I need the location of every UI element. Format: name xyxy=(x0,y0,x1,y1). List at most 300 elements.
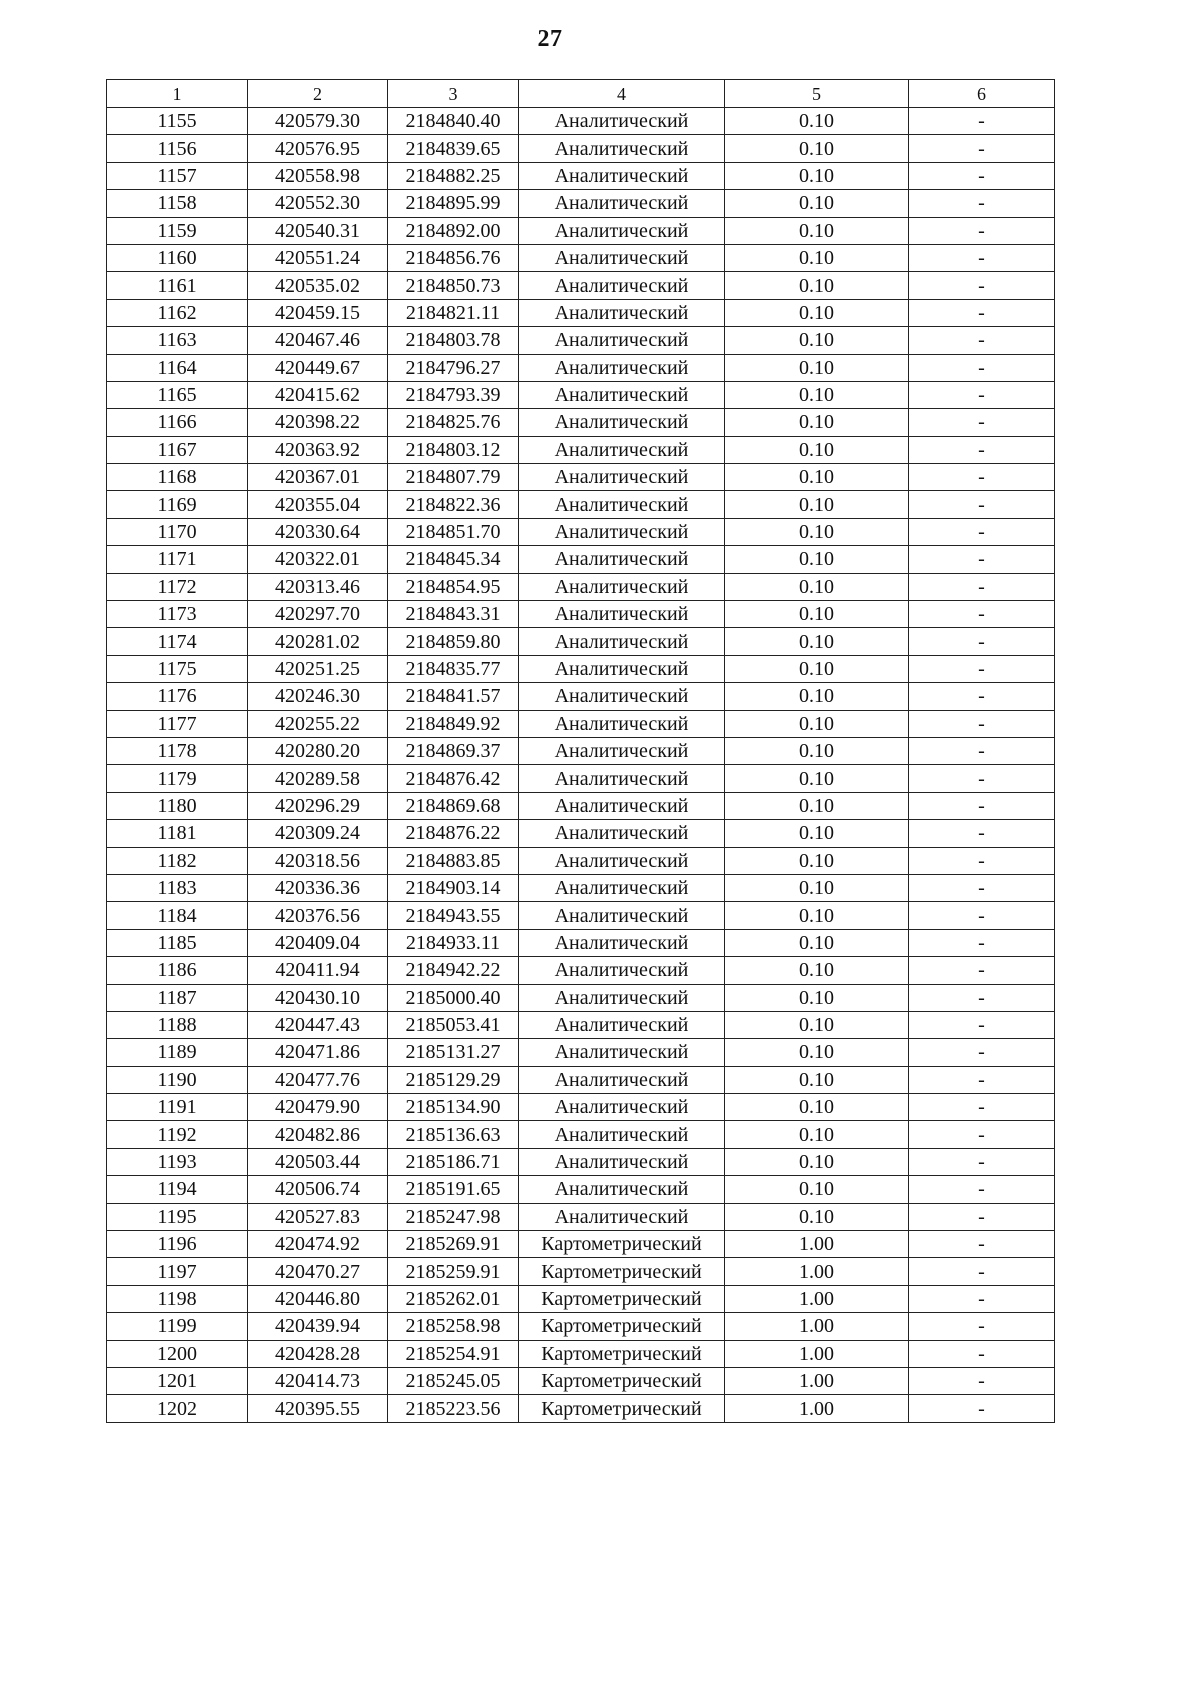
note-cell: - xyxy=(909,272,1055,299)
x-coordinate-cell: 420428.28 xyxy=(248,1340,388,1367)
point-number-cell: 1172 xyxy=(107,573,248,600)
note-cell: - xyxy=(909,1176,1055,1203)
x-coordinate-cell: 420330.64 xyxy=(248,518,388,545)
method-cell: Картометрический xyxy=(519,1395,725,1422)
point-number-cell: 1194 xyxy=(107,1176,248,1203)
x-coordinate-cell: 420439.94 xyxy=(248,1313,388,1340)
y-coordinate-cell: 2184849.92 xyxy=(388,710,519,737)
x-coordinate-cell: 420409.04 xyxy=(248,929,388,956)
accuracy-cell: 0.10 xyxy=(725,491,909,518)
point-number-cell: 1195 xyxy=(107,1203,248,1230)
method-cell: Аналитический xyxy=(519,655,725,682)
table-row xyxy=(107,792,1055,819)
accuracy-cell: 0.10 xyxy=(725,409,909,436)
y-coordinate-cell: 2184876.22 xyxy=(388,820,519,847)
note-cell: - xyxy=(909,108,1055,135)
point-number-cell: 1191 xyxy=(107,1094,248,1121)
method-cell: Аналитический xyxy=(519,929,725,956)
x-coordinate-cell: 420411.94 xyxy=(248,957,388,984)
note-cell: - xyxy=(909,1285,1055,1312)
table-row xyxy=(107,683,1055,710)
note-cell: - xyxy=(909,1203,1055,1230)
point-number-cell: 1165 xyxy=(107,381,248,408)
page-number: 27 xyxy=(537,26,563,52)
method-cell: Аналитический xyxy=(519,902,725,929)
table-row xyxy=(107,1367,1055,1394)
accuracy-cell: 0.10 xyxy=(725,217,909,244)
method-cell: Аналитический xyxy=(519,244,725,271)
accuracy-cell: 0.10 xyxy=(725,1148,909,1175)
table-row xyxy=(107,737,1055,764)
accuracy-cell: 0.10 xyxy=(725,518,909,545)
accuracy-cell: 0.10 xyxy=(725,765,909,792)
table-row xyxy=(107,272,1055,299)
point-number-cell: 1187 xyxy=(107,984,248,1011)
note-cell: - xyxy=(909,902,1055,929)
note-cell: - xyxy=(909,710,1055,737)
table-row xyxy=(107,1395,1055,1422)
method-cell: Аналитический xyxy=(519,1121,725,1148)
note-cell: - xyxy=(909,409,1055,436)
method-cell: Аналитический xyxy=(519,1066,725,1093)
method-cell: Аналитический xyxy=(519,108,725,135)
accuracy-cell: 0.10 xyxy=(725,1039,909,1066)
column-header-5: 5 xyxy=(725,80,909,108)
method-cell: Аналитический xyxy=(519,984,725,1011)
y-coordinate-cell: 2185247.98 xyxy=(388,1203,519,1230)
note-cell: - xyxy=(909,957,1055,984)
method-cell: Аналитический xyxy=(519,628,725,655)
method-cell: Аналитический xyxy=(519,1148,725,1175)
point-number-cell: 1157 xyxy=(107,162,248,189)
y-coordinate-cell: 2184843.31 xyxy=(388,601,519,628)
table-row xyxy=(107,1285,1055,1312)
y-coordinate-cell: 2185186.71 xyxy=(388,1148,519,1175)
note-cell: - xyxy=(909,737,1055,764)
y-coordinate-cell: 2185258.98 xyxy=(388,1313,519,1340)
y-coordinate-cell: 2184793.39 xyxy=(388,381,519,408)
point-number-cell: 1174 xyxy=(107,628,248,655)
method-cell: Аналитический xyxy=(519,381,725,408)
y-coordinate-cell: 2184841.57 xyxy=(388,683,519,710)
x-coordinate-cell: 420579.30 xyxy=(248,108,388,135)
accuracy-cell: 0.10 xyxy=(725,820,909,847)
table-row xyxy=(107,573,1055,600)
y-coordinate-cell: 2184821.11 xyxy=(388,299,519,326)
x-coordinate-cell: 420506.74 xyxy=(248,1176,388,1203)
accuracy-cell: 0.10 xyxy=(725,299,909,326)
point-number-cell: 1193 xyxy=(107,1148,248,1175)
method-cell: Картометрический xyxy=(519,1313,725,1340)
point-number-cell: 1185 xyxy=(107,929,248,956)
note-cell: - xyxy=(909,820,1055,847)
accuracy-cell: 1.00 xyxy=(725,1285,909,1312)
method-cell: Аналитический xyxy=(519,546,725,573)
accuracy-cell: 0.10 xyxy=(725,162,909,189)
accuracy-cell: 0.10 xyxy=(725,1094,909,1121)
x-coordinate-cell: 420474.92 xyxy=(248,1231,388,1258)
accuracy-cell: 0.10 xyxy=(725,381,909,408)
note-cell: - xyxy=(909,601,1055,628)
point-number-cell: 1196 xyxy=(107,1231,248,1258)
accuracy-cell: 1.00 xyxy=(725,1258,909,1285)
y-coordinate-cell: 2184942.22 xyxy=(388,957,519,984)
x-coordinate-cell: 420471.86 xyxy=(248,1039,388,1066)
point-number-cell: 1171 xyxy=(107,546,248,573)
table-row xyxy=(107,381,1055,408)
column-header-4: 4 xyxy=(519,80,725,108)
note-cell: - xyxy=(909,381,1055,408)
point-number-cell: 1170 xyxy=(107,518,248,545)
table-row xyxy=(107,1066,1055,1093)
method-cell: Аналитический xyxy=(519,874,725,901)
point-number-cell: 1173 xyxy=(107,601,248,628)
x-coordinate-cell: 420527.83 xyxy=(248,1203,388,1230)
y-coordinate-cell: 2185129.29 xyxy=(388,1066,519,1093)
method-cell: Аналитический xyxy=(519,491,725,518)
accuracy-cell: 0.10 xyxy=(725,683,909,710)
accuracy-cell: 0.10 xyxy=(725,272,909,299)
note-cell: - xyxy=(909,217,1055,244)
note-cell: - xyxy=(909,573,1055,600)
note-cell: - xyxy=(909,683,1055,710)
y-coordinate-cell: 2184882.25 xyxy=(388,162,519,189)
note-cell: - xyxy=(909,1258,1055,1285)
method-cell: Аналитический xyxy=(519,1176,725,1203)
table-row xyxy=(107,710,1055,737)
x-coordinate-cell: 420313.46 xyxy=(248,573,388,600)
method-cell: Аналитический xyxy=(519,957,725,984)
method-cell: Аналитический xyxy=(519,190,725,217)
method-cell: Аналитический xyxy=(519,217,725,244)
table-row xyxy=(107,1313,1055,1340)
note-cell: - xyxy=(909,1148,1055,1175)
y-coordinate-cell: 2184822.36 xyxy=(388,491,519,518)
x-coordinate-cell: 420415.62 xyxy=(248,381,388,408)
x-coordinate-cell: 420336.36 xyxy=(248,874,388,901)
table-row xyxy=(107,546,1055,573)
point-number-cell: 1202 xyxy=(107,1395,248,1422)
table-row xyxy=(107,984,1055,1011)
point-number-cell: 1178 xyxy=(107,737,248,764)
note-cell: - xyxy=(909,327,1055,354)
table-row xyxy=(107,1203,1055,1230)
point-number-cell: 1169 xyxy=(107,491,248,518)
note-cell: - xyxy=(909,464,1055,491)
x-coordinate-cell: 420430.10 xyxy=(248,984,388,1011)
table-row xyxy=(107,847,1055,874)
point-number-cell: 1189 xyxy=(107,1039,248,1066)
point-number-cell: 1186 xyxy=(107,957,248,984)
method-cell: Аналитический xyxy=(519,464,725,491)
x-coordinate-cell: 420367.01 xyxy=(248,464,388,491)
accuracy-cell: 0.10 xyxy=(725,1203,909,1230)
method-cell: Аналитический xyxy=(519,299,725,326)
accuracy-cell: 1.00 xyxy=(725,1340,909,1367)
note-cell: - xyxy=(909,874,1055,901)
method-cell: Аналитический xyxy=(519,436,725,463)
y-coordinate-cell: 2184796.27 xyxy=(388,354,519,381)
x-coordinate-cell: 420363.92 xyxy=(248,436,388,463)
x-coordinate-cell: 420322.01 xyxy=(248,546,388,573)
table-row xyxy=(107,190,1055,217)
accuracy-cell: 1.00 xyxy=(725,1231,909,1258)
y-coordinate-cell: 2184835.77 xyxy=(388,655,519,682)
method-cell: Аналитический xyxy=(519,765,725,792)
table-row xyxy=(107,765,1055,792)
x-coordinate-cell: 420395.55 xyxy=(248,1395,388,1422)
point-number-cell: 1181 xyxy=(107,820,248,847)
table-row xyxy=(107,244,1055,271)
note-cell: - xyxy=(909,1039,1055,1066)
x-coordinate-cell: 420467.46 xyxy=(248,327,388,354)
x-coordinate-cell: 420477.76 xyxy=(248,1066,388,1093)
note-cell: - xyxy=(909,628,1055,655)
accuracy-cell: 0.10 xyxy=(725,655,909,682)
table-row xyxy=(107,299,1055,326)
note-cell: - xyxy=(909,354,1055,381)
point-number-cell: 1198 xyxy=(107,1285,248,1312)
point-number-cell: 1179 xyxy=(107,765,248,792)
method-cell: Картометрический xyxy=(519,1340,725,1367)
x-coordinate-cell: 420255.22 xyxy=(248,710,388,737)
y-coordinate-cell: 2184856.76 xyxy=(388,244,519,271)
table-row xyxy=(107,655,1055,682)
x-coordinate-cell: 420246.30 xyxy=(248,683,388,710)
table-row xyxy=(107,1148,1055,1175)
method-cell: Картометрический xyxy=(519,1367,725,1394)
point-number-cell: 1160 xyxy=(107,244,248,271)
x-coordinate-cell: 420281.02 xyxy=(248,628,388,655)
method-cell: Аналитический xyxy=(519,710,725,737)
point-number-cell: 1176 xyxy=(107,683,248,710)
note-cell: - xyxy=(909,1340,1055,1367)
table-row xyxy=(107,491,1055,518)
table-row xyxy=(107,327,1055,354)
x-coordinate-cell: 420289.58 xyxy=(248,765,388,792)
y-coordinate-cell: 2185053.41 xyxy=(388,1011,519,1038)
accuracy-cell: 0.10 xyxy=(725,601,909,628)
method-cell: Аналитический xyxy=(519,327,725,354)
point-number-cell: 1180 xyxy=(107,792,248,819)
point-number-cell: 1162 xyxy=(107,299,248,326)
note-cell: - xyxy=(909,546,1055,573)
coordinates-table xyxy=(106,79,1055,1423)
x-coordinate-cell: 420479.90 xyxy=(248,1094,388,1121)
accuracy-cell: 1.00 xyxy=(725,1395,909,1422)
note-cell: - xyxy=(909,1094,1055,1121)
accuracy-cell: 0.10 xyxy=(725,135,909,162)
y-coordinate-cell: 2184803.78 xyxy=(388,327,519,354)
point-number-cell: 1164 xyxy=(107,354,248,381)
point-number-cell: 1200 xyxy=(107,1340,248,1367)
table-row xyxy=(107,1176,1055,1203)
accuracy-cell: 1.00 xyxy=(725,1313,909,1340)
y-coordinate-cell: 2185131.27 xyxy=(388,1039,519,1066)
table-row xyxy=(107,108,1055,135)
x-coordinate-cell: 420309.24 xyxy=(248,820,388,847)
table-row xyxy=(107,518,1055,545)
table-row xyxy=(107,409,1055,436)
x-coordinate-cell: 420376.56 xyxy=(248,902,388,929)
note-cell: - xyxy=(909,984,1055,1011)
method-cell: Картометрический xyxy=(519,1285,725,1312)
y-coordinate-cell: 2184840.40 xyxy=(388,108,519,135)
y-coordinate-cell: 2184807.79 xyxy=(388,464,519,491)
y-coordinate-cell: 2184850.73 xyxy=(388,272,519,299)
note-cell: - xyxy=(909,655,1055,682)
accuracy-cell: 0.10 xyxy=(725,847,909,874)
method-cell: Картометрический xyxy=(519,1258,725,1285)
table-row xyxy=(107,354,1055,381)
x-coordinate-cell: 420414.73 xyxy=(248,1367,388,1394)
accuracy-cell: 0.10 xyxy=(725,464,909,491)
table-row xyxy=(107,1231,1055,1258)
table-row xyxy=(107,874,1055,901)
column-header-3: 3 xyxy=(388,80,519,108)
table-row xyxy=(107,902,1055,929)
x-coordinate-cell: 420297.70 xyxy=(248,601,388,628)
method-cell: Аналитический xyxy=(519,820,725,847)
y-coordinate-cell: 2184933.11 xyxy=(388,929,519,956)
x-coordinate-cell: 420459.15 xyxy=(248,299,388,326)
point-number-cell: 1199 xyxy=(107,1313,248,1340)
note-cell: - xyxy=(909,847,1055,874)
note-cell: - xyxy=(909,1121,1055,1148)
y-coordinate-cell: 2184903.14 xyxy=(388,874,519,901)
point-number-cell: 1167 xyxy=(107,436,248,463)
x-coordinate-cell: 420503.44 xyxy=(248,1148,388,1175)
method-cell: Аналитический xyxy=(519,573,725,600)
table-row xyxy=(107,957,1055,984)
accuracy-cell: 0.10 xyxy=(725,929,909,956)
table-row xyxy=(107,628,1055,655)
y-coordinate-cell: 2184825.76 xyxy=(388,409,519,436)
table-header-row xyxy=(107,80,1055,108)
method-cell: Аналитический xyxy=(519,847,725,874)
table-row xyxy=(107,1011,1055,1038)
note-cell: - xyxy=(909,244,1055,271)
accuracy-cell: 0.10 xyxy=(725,874,909,901)
accuracy-cell: 0.10 xyxy=(725,710,909,737)
table-row xyxy=(107,1258,1055,1285)
note-cell: - xyxy=(909,1313,1055,1340)
x-coordinate-cell: 420540.31 xyxy=(248,217,388,244)
accuracy-cell: 0.10 xyxy=(725,628,909,655)
accuracy-cell: 0.10 xyxy=(725,244,909,271)
y-coordinate-cell: 2184869.37 xyxy=(388,737,519,764)
x-coordinate-cell: 420449.67 xyxy=(248,354,388,381)
y-coordinate-cell: 2185134.90 xyxy=(388,1094,519,1121)
method-cell: Аналитический xyxy=(519,1094,725,1121)
x-coordinate-cell: 420535.02 xyxy=(248,272,388,299)
x-coordinate-cell: 420355.04 xyxy=(248,491,388,518)
point-number-cell: 1192 xyxy=(107,1121,248,1148)
method-cell: Аналитический xyxy=(519,409,725,436)
note-cell: - xyxy=(909,491,1055,518)
y-coordinate-cell: 2185254.91 xyxy=(388,1340,519,1367)
method-cell: Аналитический xyxy=(519,737,725,764)
x-coordinate-cell: 420551.24 xyxy=(248,244,388,271)
method-cell: Аналитический xyxy=(519,792,725,819)
accuracy-cell: 1.00 xyxy=(725,1367,909,1394)
y-coordinate-cell: 2185262.01 xyxy=(388,1285,519,1312)
accuracy-cell: 0.10 xyxy=(725,354,909,381)
table-row xyxy=(107,929,1055,956)
accuracy-cell: 0.10 xyxy=(725,1121,909,1148)
note-cell: - xyxy=(909,135,1055,162)
note-cell: - xyxy=(909,765,1055,792)
accuracy-cell: 0.10 xyxy=(725,190,909,217)
y-coordinate-cell: 2184869.68 xyxy=(388,792,519,819)
x-coordinate-cell: 420280.20 xyxy=(248,737,388,764)
method-cell: Аналитический xyxy=(519,162,725,189)
table-row xyxy=(107,1121,1055,1148)
point-number-cell: 1155 xyxy=(107,108,248,135)
note-cell: - xyxy=(909,162,1055,189)
column-header-1: 1 xyxy=(107,80,248,108)
x-coordinate-cell: 420482.86 xyxy=(248,1121,388,1148)
method-cell: Аналитический xyxy=(519,1039,725,1066)
accuracy-cell: 0.10 xyxy=(725,1011,909,1038)
accuracy-cell: 0.10 xyxy=(725,957,909,984)
y-coordinate-cell: 2185259.91 xyxy=(388,1258,519,1285)
method-cell: Аналитический xyxy=(519,1203,725,1230)
accuracy-cell: 0.10 xyxy=(725,1176,909,1203)
accuracy-cell: 0.10 xyxy=(725,1066,909,1093)
note-cell: - xyxy=(909,1367,1055,1394)
note-cell: - xyxy=(909,1395,1055,1422)
table-row xyxy=(107,1094,1055,1121)
point-number-cell: 1166 xyxy=(107,409,248,436)
y-coordinate-cell: 2184876.42 xyxy=(388,765,519,792)
table-row xyxy=(107,601,1055,628)
method-cell: Аналитический xyxy=(519,354,725,381)
note-cell: - xyxy=(909,518,1055,545)
x-coordinate-cell: 420318.56 xyxy=(248,847,388,874)
accuracy-cell: 0.10 xyxy=(725,546,909,573)
point-number-cell: 1183 xyxy=(107,874,248,901)
point-number-cell: 1168 xyxy=(107,464,248,491)
table-row xyxy=(107,464,1055,491)
point-number-cell: 1158 xyxy=(107,190,248,217)
x-coordinate-cell: 420552.30 xyxy=(248,190,388,217)
y-coordinate-cell: 2185136.63 xyxy=(388,1121,519,1148)
method-cell: Аналитический xyxy=(519,1011,725,1038)
point-number-cell: 1163 xyxy=(107,327,248,354)
table-row xyxy=(107,162,1055,189)
point-number-cell: 1190 xyxy=(107,1066,248,1093)
accuracy-cell: 0.10 xyxy=(725,984,909,1011)
table-row xyxy=(107,820,1055,847)
table-row xyxy=(107,1039,1055,1066)
y-coordinate-cell: 2184859.80 xyxy=(388,628,519,655)
accuracy-cell: 0.10 xyxy=(725,573,909,600)
y-coordinate-cell: 2184839.65 xyxy=(388,135,519,162)
point-number-cell: 1201 xyxy=(107,1367,248,1394)
column-header-6: 6 xyxy=(909,80,1055,108)
point-number-cell: 1156 xyxy=(107,135,248,162)
note-cell: - xyxy=(909,1066,1055,1093)
point-number-cell: 1159 xyxy=(107,217,248,244)
method-cell: Аналитический xyxy=(519,518,725,545)
accuracy-cell: 0.10 xyxy=(725,737,909,764)
x-coordinate-cell: 420576.95 xyxy=(248,135,388,162)
point-number-cell: 1177 xyxy=(107,710,248,737)
note-cell: - xyxy=(909,792,1055,819)
method-cell: Аналитический xyxy=(519,135,725,162)
point-number-cell: 1188 xyxy=(107,1011,248,1038)
